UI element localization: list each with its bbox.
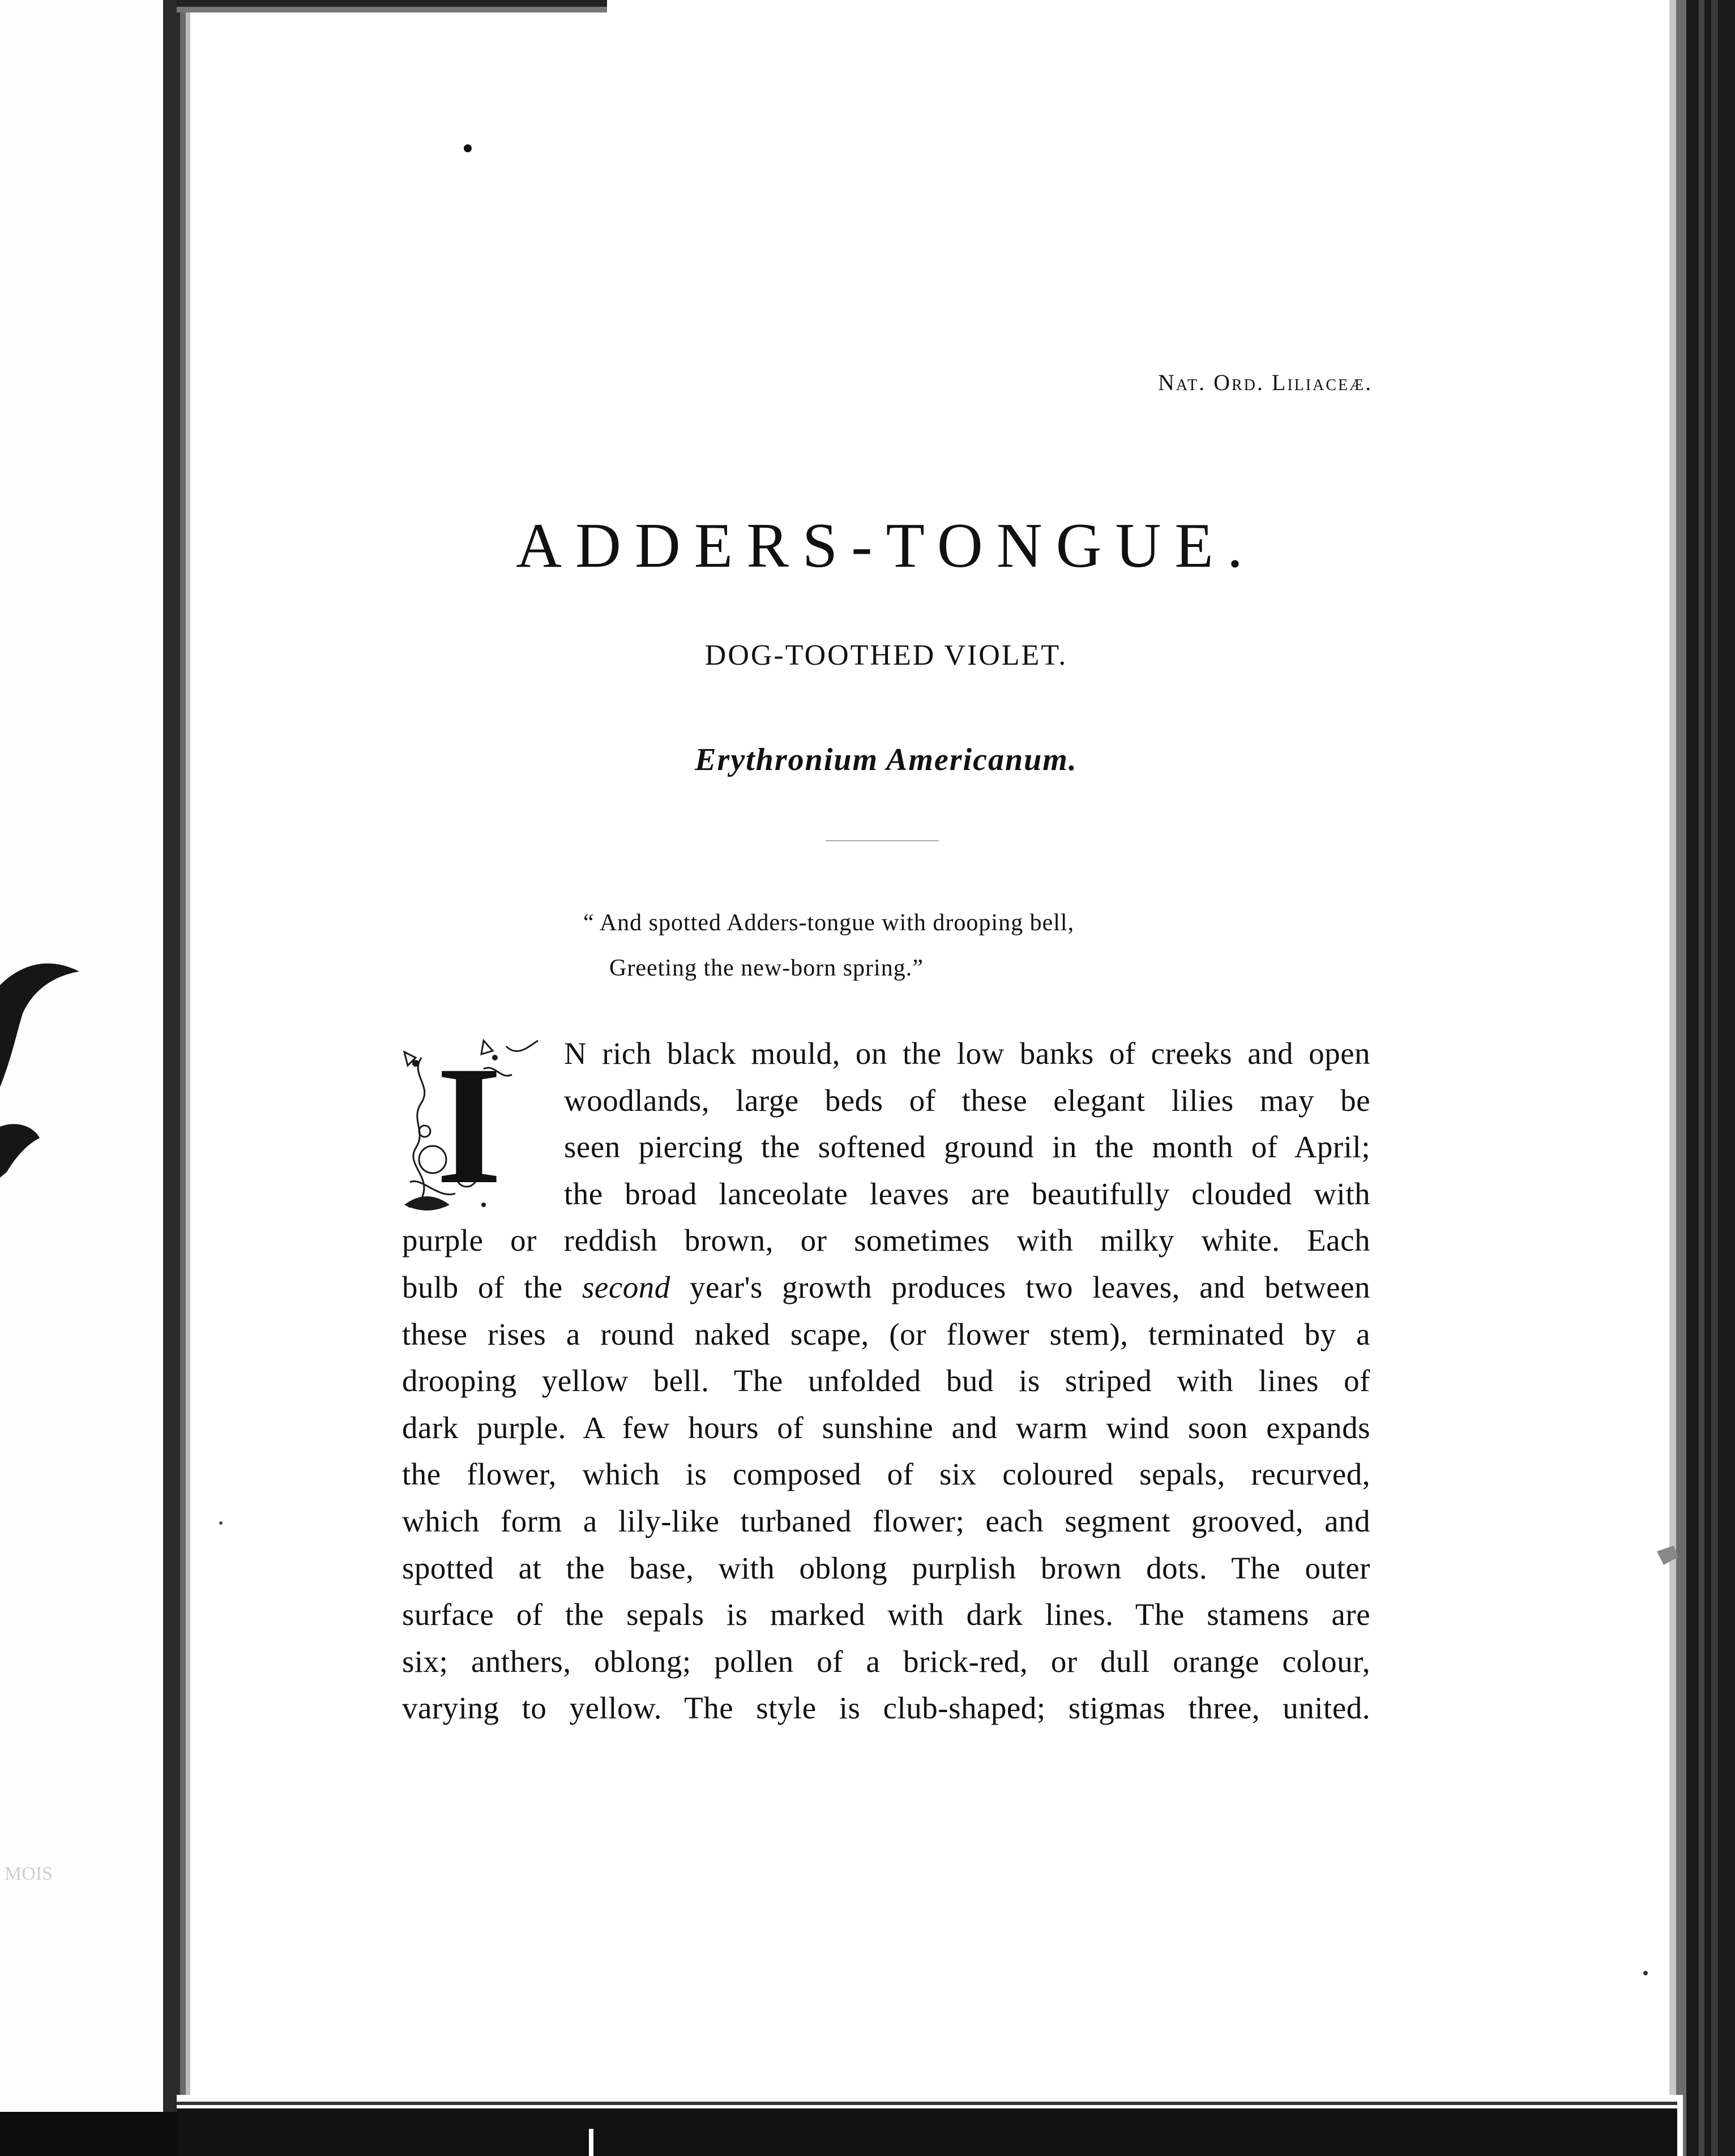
body-line-segment: bulb of the xyxy=(402,1269,582,1304)
body-line-segment: year's growth produces two leaves, and between xyxy=(670,1269,1370,1304)
epigraph-line-1: “ And spotted Adders-tongue with drooping bell, xyxy=(583,910,1075,936)
common-name-subtitle: DOG-TOOTHED VIOLET. xyxy=(704,639,1068,671)
body-line: these rises a round naked scape, (or flower stem), terminated by a xyxy=(402,1316,1370,1351)
body-line: which form a lily-like turbaned flower; each segment grooved, and xyxy=(402,1503,1370,1538)
facing-page-edge-text: MOIS xyxy=(5,1863,53,1884)
page-title: ADDERS-TONGUE. xyxy=(516,511,1257,581)
epigraph xyxy=(583,900,1074,991)
epigraph-line-2: Greeting the new-born spring.” xyxy=(609,955,924,981)
body-line: dark purple. A few hours of sunshine and warm wind soon expands xyxy=(402,1410,1370,1445)
body-line: six; anthers, oblong; pollen of a brick-red, or dull orange colour, xyxy=(402,1644,1370,1679)
latin-name: Erythronium Americanum. xyxy=(695,742,1078,777)
body-line: spotted at the base, with oblong purplish brown dots. The outer xyxy=(402,1550,1370,1585)
body-line: seen piercing the softened ground in the month of April; xyxy=(564,1130,1370,1165)
body-line: drooping yellow bell. The unfolded bud is striped with lines of xyxy=(402,1363,1370,1398)
body-line: woodlands, large beds of these elegant lilies may be xyxy=(564,1083,1370,1118)
drop-cap-letter: I xyxy=(436,1035,502,1219)
body-line: the broad lanceolate leaves are beautifully clouded with xyxy=(564,1176,1370,1211)
body-line: purple or reddish brown, or sometimes with milky white. Each xyxy=(402,1223,1370,1258)
emphasized-word: second xyxy=(582,1269,670,1304)
body-line: varying to yellow. The style is club-shaped; stigmas three, united. xyxy=(402,1691,1370,1726)
natural-order-header: Nat. Ord. Liliaceæ. xyxy=(1158,370,1373,395)
body-line: N rich black mould, on the low banks of creeks and open xyxy=(564,1036,1370,1071)
body-line xyxy=(402,1264,1370,1311)
body-paragraph xyxy=(402,1030,1370,1732)
divider-rule xyxy=(826,840,939,841)
body-line: surface of the sepals is marked with dark lines. The stamens are xyxy=(402,1597,1370,1632)
body-line: the flower, which is composed of six coloured sepals, recurved, xyxy=(402,1457,1370,1492)
